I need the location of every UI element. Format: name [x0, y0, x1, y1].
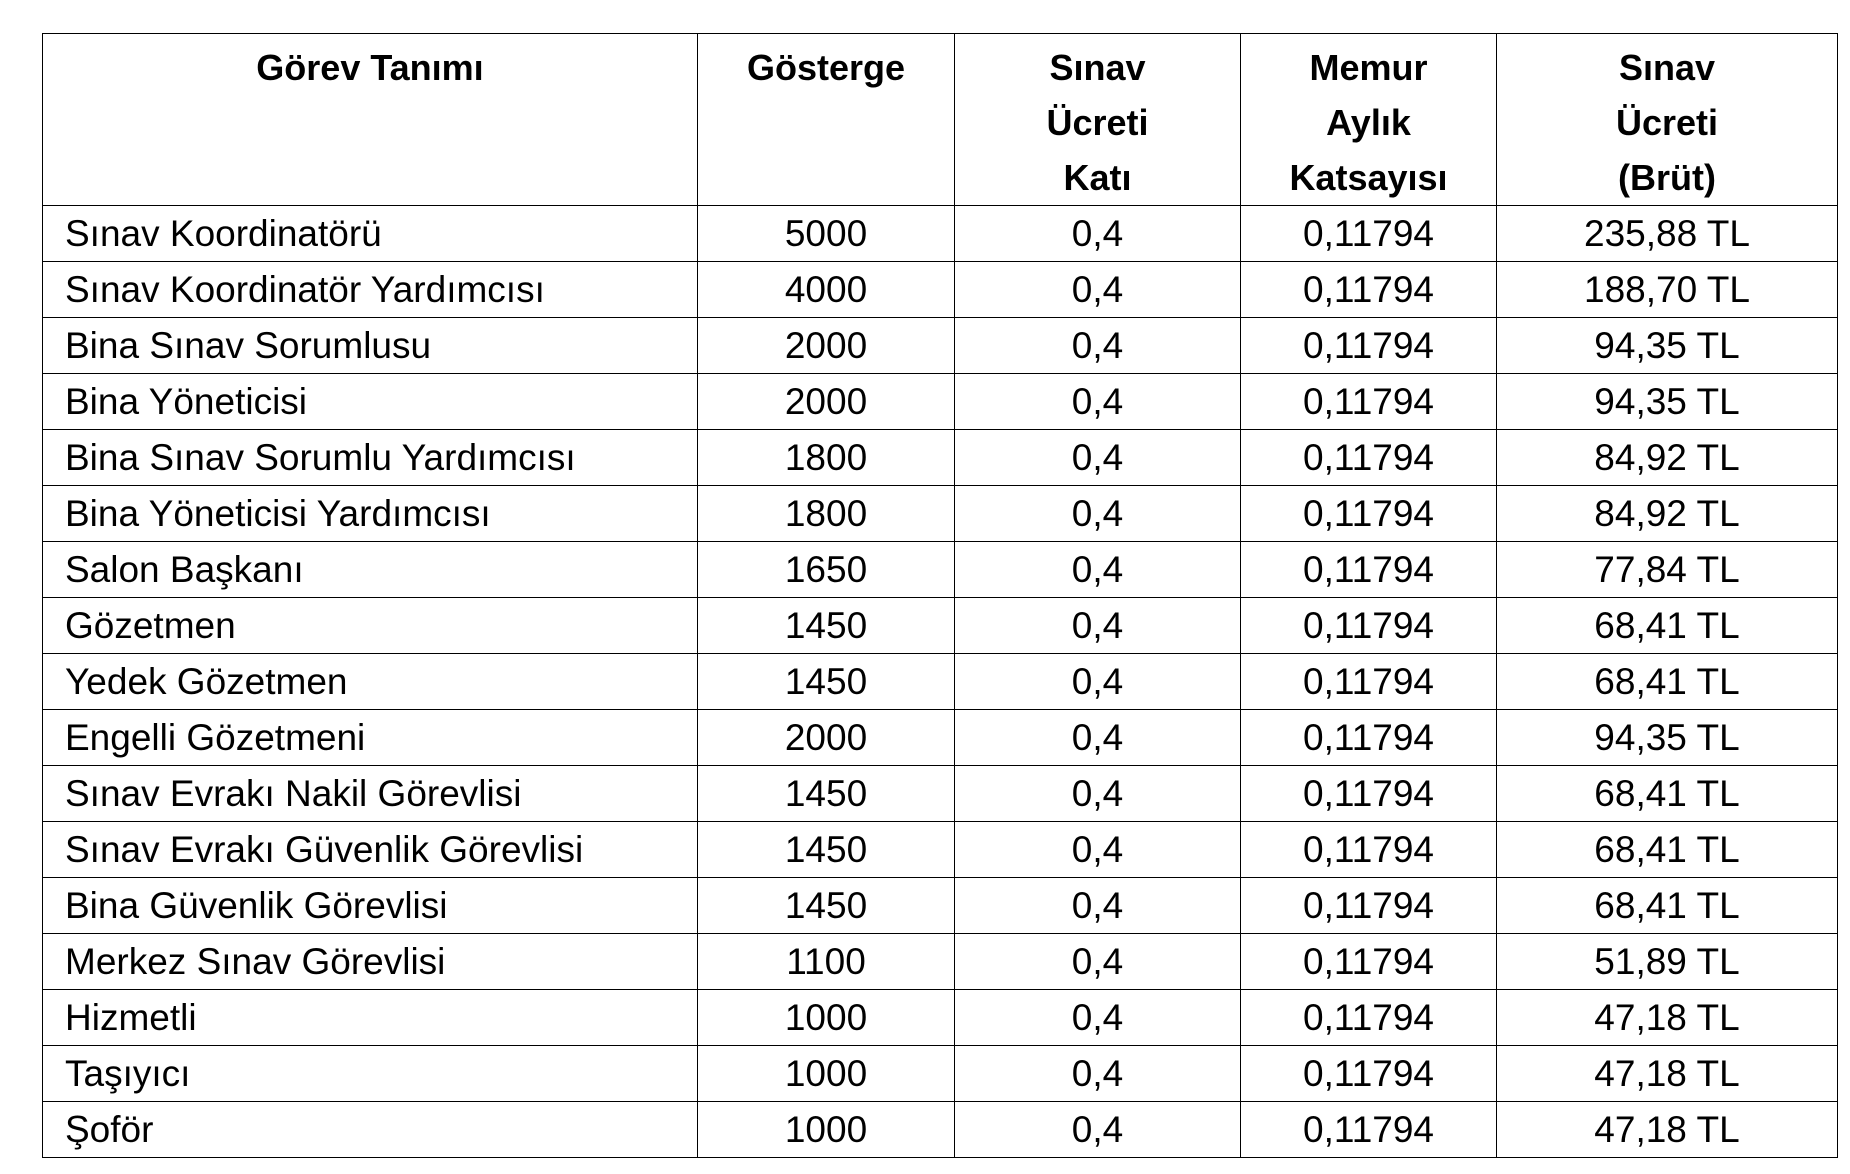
role-cell: Taşıyıcı — [43, 1046, 698, 1102]
fee-multiplier-cell: 0,4 — [955, 1046, 1241, 1102]
fee-multiplier-cell: 0,4 — [955, 934, 1241, 990]
fee-multiplier-cell: 0,4 — [955, 598, 1241, 654]
header-line: Katsayısı — [1289, 157, 1448, 198]
header-line: Sınav — [1618, 47, 1716, 88]
fee-multiplier-cell: 0,4 — [955, 374, 1241, 430]
indicator-cell: 1000 — [698, 990, 955, 1046]
indicator-cell: 4000 — [698, 262, 955, 318]
coefficient-cell: 0,11794 — [1241, 878, 1497, 934]
role-cell: Salon Başkanı — [43, 542, 698, 598]
table-row — [43, 486, 1838, 542]
role-cell: Sınav Koordinatörü — [43, 206, 698, 262]
gross-fee-cell: 51,89 TL — [1497, 934, 1838, 990]
role-cell: Bina Yöneticisi Yardımcısı — [43, 486, 698, 542]
coefficient-cell: 0,11794 — [1241, 1102, 1497, 1158]
role-cell: Bina Sınav Sorumlu Yardımcısı — [43, 430, 698, 486]
fee-multiplier-cell: 0,4 — [955, 766, 1241, 822]
header-fee-multiplier — [955, 34, 1241, 206]
table-row — [43, 990, 1838, 1046]
indicator-cell: 1650 — [698, 542, 955, 598]
fee-multiplier-cell: 0,4 — [955, 710, 1241, 766]
indicator-cell: 1000 — [698, 1046, 955, 1102]
gross-fee-cell: 188,70 TL — [1497, 262, 1838, 318]
table-row — [43, 878, 1838, 934]
gross-fee-cell: 94,35 TL — [1497, 374, 1838, 430]
role-cell: Sınav Evrakı Nakil Görevlisi — [43, 766, 698, 822]
role-cell: Bina Yöneticisi — [43, 374, 698, 430]
coefficient-cell: 0,11794 — [1241, 430, 1497, 486]
header-indicator — [698, 34, 955, 206]
role-cell: Gözetmen — [43, 598, 698, 654]
fee-multiplier-cell: 0,4 — [955, 822, 1241, 878]
table-row — [43, 1046, 1838, 1102]
coefficient-cell: 0,11794 — [1241, 318, 1497, 374]
fee-multiplier-cell: 0,4 — [955, 654, 1241, 710]
fee-multiplier-cell: 0,4 — [955, 486, 1241, 542]
header-gross-fee — [1497, 34, 1838, 206]
role-cell: Bina Sınav Sorumlusu — [43, 318, 698, 374]
indicator-cell: 1450 — [698, 766, 955, 822]
indicator-cell: 1450 — [698, 598, 955, 654]
role-cell: Bina Güvenlik Görevlisi — [43, 878, 698, 934]
fee-multiplier-cell: 0,4 — [955, 262, 1241, 318]
indicator-cell: 1450 — [698, 654, 955, 710]
header-civil-servant-coefficient — [1241, 34, 1497, 206]
role-cell: Sınav Evrakı Güvenlik Görevlisi — [43, 822, 698, 878]
coefficient-cell: 0,11794 — [1241, 710, 1497, 766]
header-row — [43, 34, 1838, 206]
gross-fee-cell: 47,18 TL — [1497, 1102, 1838, 1158]
header-line: Memur — [1309, 47, 1428, 88]
coefficient-cell: 0,11794 — [1241, 766, 1497, 822]
table-row — [43, 654, 1838, 710]
table-row — [43, 1102, 1838, 1158]
indicator-cell: 1100 — [698, 934, 955, 990]
coefficient-cell: 0,11794 — [1241, 1046, 1497, 1102]
table-row — [43, 598, 1838, 654]
indicator-cell: 1000 — [698, 1102, 955, 1158]
fee-multiplier-cell: 0,4 — [955, 542, 1241, 598]
role-cell: Engelli Gözetmeni — [43, 710, 698, 766]
header-line: Sınav — [1049, 47, 1146, 88]
table-row — [43, 430, 1838, 486]
table-row — [43, 822, 1838, 878]
fee-multiplier-cell: 0,4 — [955, 430, 1241, 486]
header-line: Katı — [1063, 157, 1132, 198]
coefficient-cell: 0,11794 — [1241, 598, 1497, 654]
fee-multiplier-cell: 0,4 — [955, 878, 1241, 934]
gross-fee-cell: 77,84 TL — [1497, 542, 1838, 598]
gross-fee-cell: 68,41 TL — [1497, 766, 1838, 822]
indicator-cell: 2000 — [698, 318, 955, 374]
header-role — [43, 34, 698, 206]
fee-multiplier-cell: 0,4 — [955, 990, 1241, 1046]
gross-fee-cell: 94,35 TL — [1497, 318, 1838, 374]
table-row — [43, 374, 1838, 430]
fee-multiplier-cell: 0,4 — [955, 206, 1241, 262]
header-line: (Brüt) — [1618, 157, 1716, 198]
table-row — [43, 262, 1838, 318]
table-row — [43, 934, 1838, 990]
role-cell: Hizmetli — [43, 990, 698, 1046]
gross-fee-cell: 84,92 TL — [1497, 486, 1838, 542]
coefficient-cell: 0,11794 — [1241, 486, 1497, 542]
gross-fee-cell: 235,88 TL — [1497, 206, 1838, 262]
coefficient-cell: 0,11794 — [1241, 990, 1497, 1046]
table-row — [43, 766, 1838, 822]
coefficient-cell: 0,11794 — [1241, 822, 1497, 878]
gross-fee-cell: 94,35 TL — [1497, 710, 1838, 766]
table-row — [43, 318, 1838, 374]
gross-fee-cell: 68,41 TL — [1497, 654, 1838, 710]
header-line: Gösterge — [746, 47, 906, 88]
header-line: Ücreti — [1046, 102, 1149, 143]
indicator-cell: 1450 — [698, 878, 955, 934]
coefficient-cell: 0,11794 — [1241, 934, 1497, 990]
coefficient-cell: 0,11794 — [1241, 206, 1497, 262]
role-cell: Yedek Gözetmen — [43, 654, 698, 710]
indicator-cell: 5000 — [698, 206, 955, 262]
coefficient-cell: 0,11794 — [1241, 654, 1497, 710]
fee-multiplier-cell: 0,4 — [955, 318, 1241, 374]
coefficient-cell: 0,11794 — [1241, 542, 1497, 598]
indicator-cell: 1800 — [698, 430, 955, 486]
table-body — [43, 206, 1838, 1158]
exam-fee-table — [42, 33, 1838, 1158]
fee-multiplier-cell: 0,4 — [955, 1102, 1241, 1158]
coefficient-cell: 0,11794 — [1241, 374, 1497, 430]
header-line: Ücreti — [1615, 102, 1719, 143]
table-row — [43, 542, 1838, 598]
indicator-cell: 1800 — [698, 486, 955, 542]
gross-fee-cell: 84,92 TL — [1497, 430, 1838, 486]
table-header — [43, 34, 1838, 206]
indicator-cell: 2000 — [698, 374, 955, 430]
table-row — [43, 206, 1838, 262]
role-cell: Şoför — [43, 1102, 698, 1158]
gross-fee-cell: 47,18 TL — [1497, 1046, 1838, 1102]
gross-fee-cell: 68,41 TL — [1497, 822, 1838, 878]
gross-fee-cell: 68,41 TL — [1497, 878, 1838, 934]
indicator-cell: 1450 — [698, 822, 955, 878]
gross-fee-cell: 47,18 TL — [1497, 990, 1838, 1046]
coefficient-cell: 0,11794 — [1241, 262, 1497, 318]
header-line: Görev Tanımı — [256, 47, 484, 88]
table-row — [43, 710, 1838, 766]
header-line: Aylık — [1326, 102, 1411, 143]
role-cell: Sınav Koordinatör Yardımcısı — [43, 262, 698, 318]
gross-fee-cell: 68,41 TL — [1497, 598, 1838, 654]
indicator-cell: 2000 — [698, 710, 955, 766]
role-cell: Merkez Sınav Görevlisi — [43, 934, 698, 990]
